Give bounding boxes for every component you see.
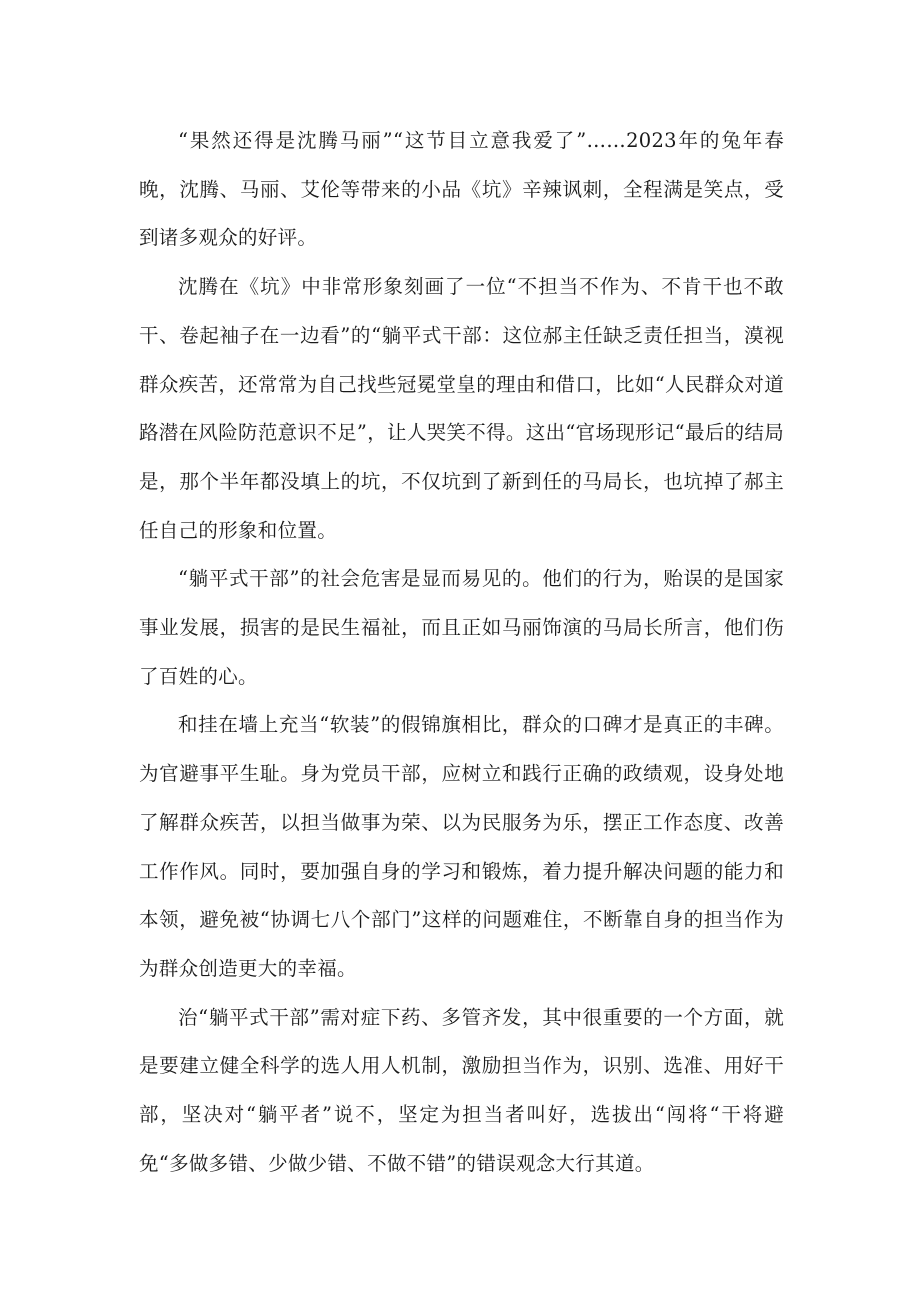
paragraph-3: “躺平式干部”的社会危害是显而易见的。他们的行为，贻误的是国家事业发展，损害的是民生福祉，而且正如马丽饰演的马局长所言，他们伤了百姓的心。 [139, 567, 784, 688]
paragraph-1: “果然还得是沈腾马丽”“这节目立意我爱了”……2023年的兔年春晚，沈腾、马丽、艾伦等带来的小品《坑》辛辣讽刺，全程满是笑点，受到诸多观众的好评。 [139, 129, 784, 250]
paragraph-5: 治“躺平式干部”需对症下药、多管齐发，其中很重要的一个方面，就是要建立健全科学的选人用人机制，激励担当作为，识别、选准、用好干部，坚决对“躺平者”说不，坚定为担当者叫好，选拔出“闯将“干将避免“多做多错、少做少错、不做不错”的错误观念大行其道。 [139, 1005, 784, 1175]
paragraph-4: 和挂在墙上充当“软装”的假锦旗相比，群众的口碑才是真正的丰碑。为官避事平生耻。身为党员干部，应树立和践行正确的政绩观，设身处地了解群众疾苦，以担当做事为荣、以为民服务为乐，摆正工作态度、改善工作作风。同时，要加强自身的学习和锻炼，着力提升解决问题的能力和本领，避免被“协调七八个部门”这样的问题难住，不断靠自身的担当作为为群众创造更大的幸福。 [139, 713, 784, 980]
article-body [139, 117, 784, 1188]
paragraph-2: 沈腾在《坑》中非常形象刻画了一位“不担当不作为、不肯干也不敢干、卷起袖子在一边看”的“躺平式干部：这位郝主任缺乏责任担当，漠视群众疾苦，还常常为自己找些冠冕堂皇的理由和借口，比如“人民群众对道路潜在风险防范意识不足”，让人哭笑不得。这出“官场现形记“最后的结局是，那个半年都没填上的坑，不仅坑到了新到任的马局长，也坑掉了郝主任自己的形象和位置。 [139, 275, 784, 542]
